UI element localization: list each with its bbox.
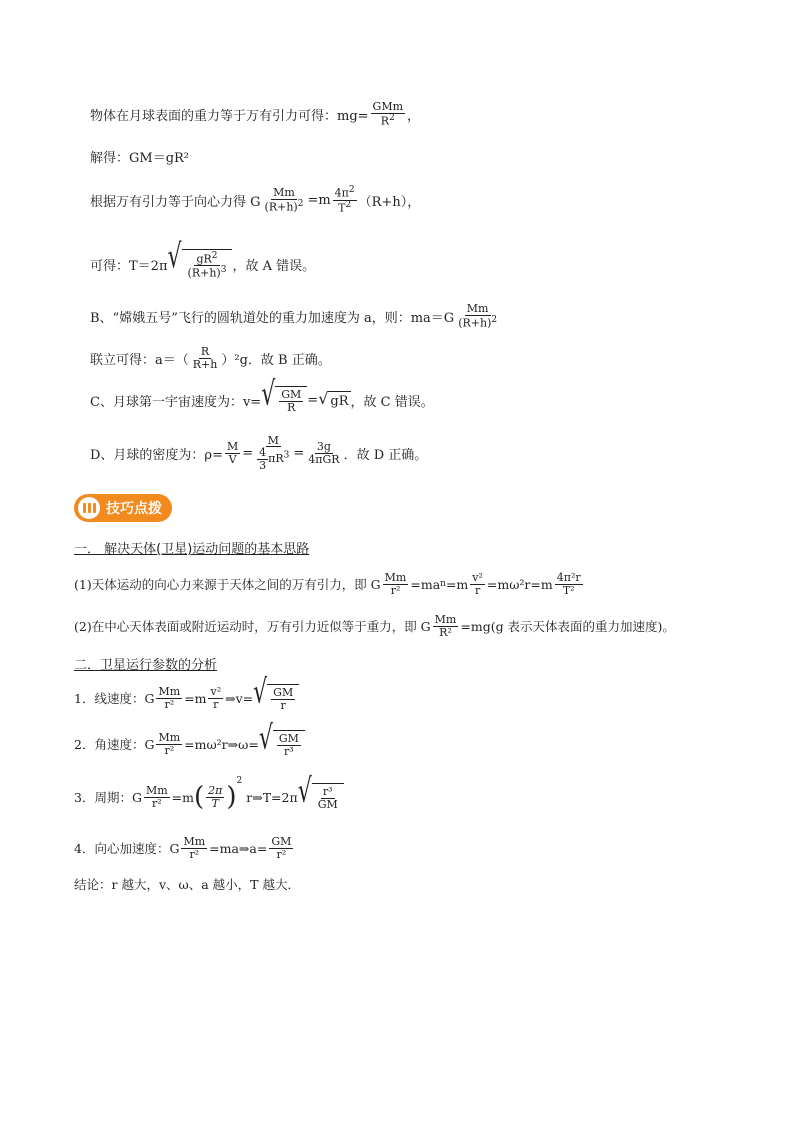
- line-text: 根据万有引力等于向心力得 G: [90, 194, 261, 210]
- fraction: [316, 786, 340, 810]
- exponent: 2: [236, 776, 243, 786]
- numerator: Mm: [145, 783, 168, 797]
- centripetal-acceleration-item: [74, 828, 295, 868]
- numerator: M: [267, 433, 279, 447]
- numerator: Mm: [273, 186, 295, 200]
- equals-expression: =ma⇒a=: [209, 840, 268, 856]
- fraction: [206, 785, 224, 809]
- line-tail: ）²g．故 B 正确。: [221, 352, 331, 368]
- line-text: C、月球第一宇宙速度为：v=: [90, 394, 262, 410]
- radical-sign: √: [318, 389, 329, 408]
- denominator: r²: [151, 796, 162, 810]
- numerator: GMm: [372, 100, 404, 114]
- radicand: [312, 783, 344, 810]
- books-icon: [78, 497, 100, 519]
- numerator: GM: [281, 388, 302, 402]
- denominator: $(R+h)^2$: [458, 314, 498, 330]
- num-text: 4π: [334, 186, 349, 200]
- line-text: 解得：GM＝gR²: [90, 150, 190, 166]
- denominator: $R^2$: [380, 112, 395, 128]
- item-label: 1．线速度：G: [74, 691, 155, 706]
- square-root: [167, 238, 233, 280]
- square-root: [253, 674, 299, 713]
- numerator: 4: [259, 446, 267, 460]
- den-text: T: [338, 201, 346, 215]
- line-text: 可得：T＝2π: [90, 258, 168, 274]
- denominator: T²: [562, 583, 575, 597]
- square-root: [297, 773, 344, 812]
- centripetal-equation-line: [90, 180, 420, 220]
- radicand: [273, 730, 305, 757]
- badge-label: 技巧点拨: [106, 501, 162, 517]
- numerator: 3g: [316, 439, 331, 453]
- line-tail: （R+h），: [358, 194, 421, 210]
- den-text: (R+h): [264, 200, 298, 214]
- point-1-paragraph: [74, 566, 585, 602]
- radicand: [267, 684, 299, 711]
- denominator: 4πGR: [308, 452, 340, 466]
- fraction: [208, 686, 223, 710]
- radicand: [275, 386, 307, 413]
- denominator: R: [287, 401, 296, 414]
- numerator: $4\pi^2$: [334, 185, 355, 200]
- equals: =: [307, 392, 319, 408]
- fraction: [156, 732, 182, 756]
- period-item: [74, 772, 344, 822]
- numerator: Mm: [384, 570, 407, 584]
- denominator: r²: [390, 583, 401, 597]
- radicand: [182, 249, 233, 279]
- radical-sign: √: [167, 238, 182, 276]
- numerator: Mm: [158, 684, 181, 698]
- fraction: [271, 687, 295, 711]
- denominator: r³: [284, 745, 294, 758]
- denominator: R²: [439, 625, 452, 639]
- linear-velocity-item: [74, 674, 299, 718]
- denominator: r²: [276, 847, 287, 861]
- radicand: gR: [328, 391, 350, 409]
- fraction: [433, 614, 459, 638]
- equals: =: [293, 445, 305, 461]
- denominator: r²: [164, 697, 175, 711]
- solution-gm-line: [90, 136, 189, 176]
- item-label: 4．向心加速度：G: [74, 841, 180, 856]
- numerator: GM: [273, 686, 294, 700]
- left-paren: (: [193, 782, 205, 812]
- fraction: [263, 187, 306, 213]
- fraction: [255, 435, 291, 472]
- denominator: r: [280, 699, 286, 712]
- denominator: V: [228, 452, 237, 466]
- denominator: 3: [259, 458, 267, 472]
- fraction: [555, 572, 583, 596]
- fraction: [456, 303, 499, 329]
- right-paren: ): [226, 782, 237, 812]
- implies-expression: r⇒T=2π: [246, 789, 298, 805]
- fraction: [156, 686, 182, 710]
- section-heading: 二．卫星运行参数的分析: [74, 658, 218, 673]
- square-root: [258, 720, 305, 759]
- numerator: 2π: [208, 783, 223, 797]
- den-text: (R+h): [187, 266, 221, 280]
- line-text: D、月球的密度为：ρ=: [90, 447, 223, 463]
- section-heading: 一． 解决天体(卫星)运动问题的基本思路: [74, 542, 310, 557]
- equals-m: =m: [171, 789, 194, 805]
- angular-velocity-item: [74, 720, 305, 764]
- radical-sign: √: [253, 674, 268, 713]
- tips-badge: [74, 494, 172, 522]
- line-tail: ，故 A 错误。: [232, 258, 316, 274]
- option-d-line: [90, 428, 427, 478]
- den-text: πR: [268, 452, 284, 466]
- numerator: M: [226, 439, 239, 453]
- fraction: [144, 785, 170, 809]
- point-2-paragraph: [74, 608, 675, 644]
- line-text: (2)在中心天体表面或附近运动时，万有引力近似等于重力，即 G: [74, 619, 431, 634]
- denominator: r²: [164, 743, 175, 757]
- denominator: $(R+h)^2$: [264, 198, 304, 214]
- line-tail: ．故 D 正确。: [343, 447, 428, 463]
- square-root: [318, 391, 350, 409]
- numerator: R: [200, 344, 210, 358]
- option-b-line: [90, 296, 501, 336]
- equals-m: =m: [307, 192, 331, 208]
- fraction: [371, 101, 405, 127]
- line-tail: ，: [407, 108, 421, 124]
- radical-sign: √: [297, 773, 312, 812]
- radical-sign: √: [261, 376, 276, 415]
- gravity-equation-line: [90, 94, 420, 134]
- combined-result-line: [90, 338, 331, 378]
- numerator: GM: [278, 732, 299, 746]
- period-result-line: [90, 238, 316, 284]
- numerator: Mm: [183, 834, 206, 848]
- equals-expression: =mω²r⇒ω=: [184, 736, 259, 752]
- implies: ⇒v=: [225, 690, 254, 706]
- equals-m: =m: [184, 690, 207, 706]
- line-tail: =mg(g 表示天体表面的重力加速度)。: [460, 619, 675, 634]
- fraction: [333, 186, 357, 213]
- denominator: r²: [189, 847, 200, 861]
- numerator: GM: [271, 834, 292, 848]
- numerator: Mm: [434, 612, 457, 626]
- den-text: R: [380, 114, 390, 128]
- denominator: $(R+h)^3$: [187, 265, 227, 280]
- square-root: [261, 376, 307, 415]
- fraction: [470, 572, 485, 596]
- item-label: 2．角速度：G: [74, 737, 155, 752]
- option-c-line: [90, 376, 434, 420]
- denominator: R+h: [192, 357, 218, 371]
- radical-sign: √: [258, 720, 273, 759]
- numerator: Mm: [158, 730, 181, 744]
- line-text: 物体在月球表面的重力等于万有引力可得：mg=: [90, 108, 369, 124]
- fraction: [225, 441, 240, 465]
- numerator: v²: [210, 684, 222, 698]
- equals-ma: =ma: [410, 576, 441, 592]
- numerator: 4π²r: [556, 570, 581, 584]
- conclusion: 结论：r 越大，v、ω、a 越小，T 越大．: [74, 877, 300, 892]
- denominator: r: [474, 583, 481, 597]
- den-text: (R+h): [458, 316, 492, 330]
- denominator: T: [211, 796, 219, 810]
- line-text: B、“嫦娥五号”飞行的圆轨道处的重力加速度为 a，则：ma＝G: [90, 310, 455, 326]
- fraction: [279, 389, 303, 413]
- num-text: gR: [196, 252, 212, 266]
- fraction: [186, 252, 229, 279]
- fraction: [269, 836, 293, 860]
- denominator: $\frac{4}{3}$ $\pi R^3$: [259, 446, 290, 472]
- fraction: [191, 346, 220, 370]
- numerator: Mm: [466, 302, 489, 316]
- equals-m: =m: [445, 576, 469, 592]
- denominator: r: [213, 697, 219, 711]
- equals-expression: =mω²r=m: [486, 576, 553, 592]
- denominator: GM: [317, 798, 338, 811]
- denominator: $T^2$: [338, 199, 352, 215]
- fraction: [383, 572, 409, 596]
- subscript: n: [440, 579, 446, 589]
- fraction: [277, 733, 301, 757]
- line-text: 联立可得：a＝（: [90, 352, 189, 368]
- equals: =: [242, 445, 254, 461]
- numerator: r³: [322, 785, 333, 799]
- fraction: [257, 447, 268, 471]
- fraction: [181, 836, 207, 860]
- line-text: (1)天体运动的向心力来源于天体之间的万有引力，即 G: [74, 577, 381, 592]
- fraction: [306, 441, 341, 465]
- line-tail: ，故 C 错误。: [350, 394, 434, 410]
- numerator: $gR^2$: [196, 250, 218, 266]
- numerator: v²: [472, 570, 483, 584]
- item-label: 3．周期：G: [74, 790, 142, 805]
